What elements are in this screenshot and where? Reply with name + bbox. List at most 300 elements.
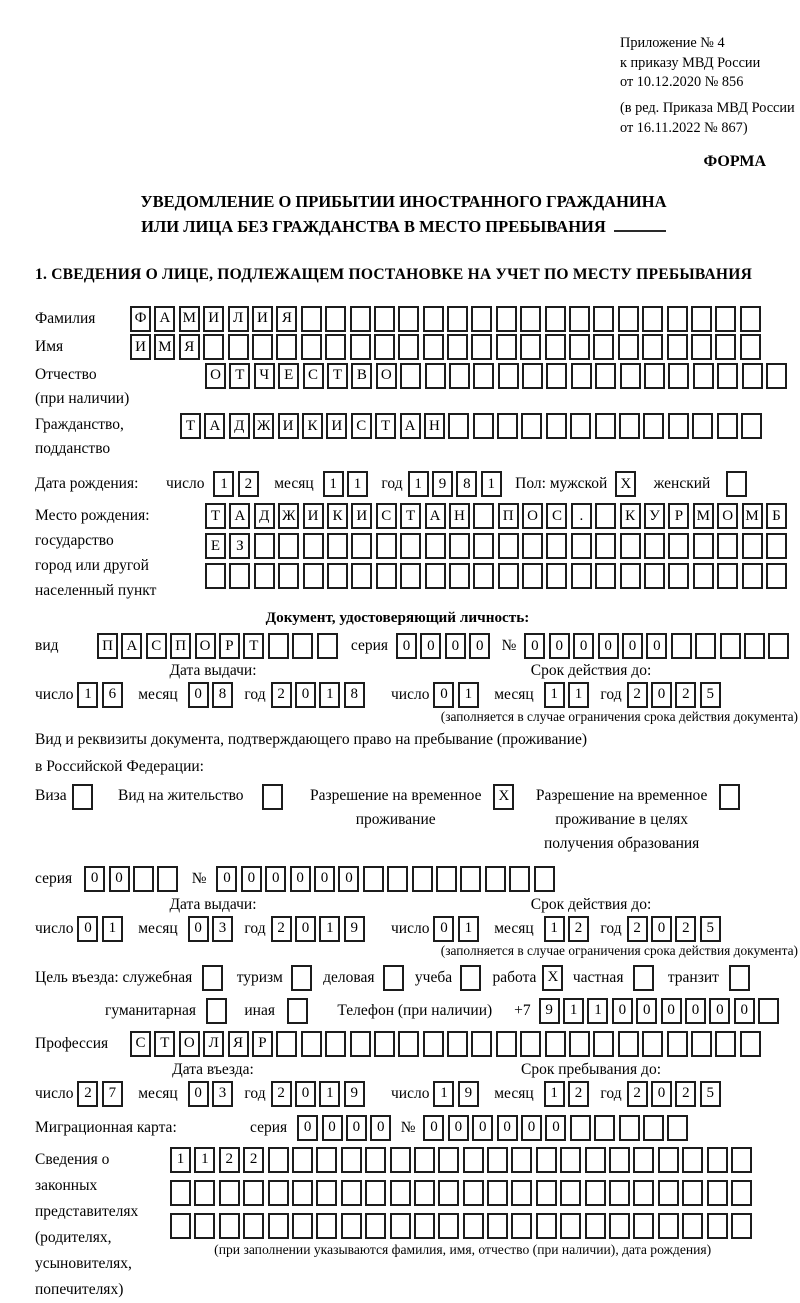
char-cell[interactable]: 2: [675, 916, 696, 942]
char-cell[interactable]: [609, 1147, 630, 1173]
char-cell[interactable]: 2: [675, 682, 696, 708]
char-cell[interactable]: [390, 1180, 411, 1206]
char-cell[interactable]: [202, 965, 223, 991]
char-cell[interactable]: [471, 334, 492, 360]
char-cell[interactable]: [449, 533, 470, 559]
char-cell[interactable]: [619, 413, 640, 439]
char-cell[interactable]: [460, 866, 481, 892]
birth-month-cells[interactable]: [323, 471, 372, 497]
char-cell[interactable]: 0: [84, 866, 105, 892]
char-cell[interactable]: [423, 306, 444, 332]
char-cell[interactable]: Я: [228, 1031, 249, 1057]
char-cell[interactable]: [436, 866, 457, 892]
char-cell[interactable]: 0: [524, 633, 545, 659]
char-cell[interactable]: 0: [295, 1081, 316, 1107]
char-cell[interactable]: 0: [188, 1081, 209, 1107]
char-cell[interactable]: И: [203, 306, 224, 332]
char-cell[interactable]: 0: [241, 866, 262, 892]
char-cell[interactable]: 9: [344, 1081, 365, 1107]
char-cell[interactable]: [350, 1031, 371, 1057]
char-cell[interactable]: [593, 306, 614, 332]
char-cell[interactable]: 3: [212, 1081, 233, 1107]
char-cell[interactable]: [570, 413, 591, 439]
char-cell[interactable]: [243, 1213, 264, 1239]
char-cell[interactable]: [740, 306, 761, 332]
char-cell[interactable]: 0: [651, 682, 672, 708]
char-cell[interactable]: 0: [573, 633, 594, 659]
char-cell[interactable]: [351, 563, 372, 589]
char-cell[interactable]: 0: [651, 1081, 672, 1107]
permit-issue-month-cells[interactable]: [188, 916, 237, 942]
char-cell[interactable]: [545, 1031, 566, 1057]
char-cell[interactable]: [423, 334, 444, 360]
char-cell[interactable]: [667, 334, 688, 360]
char-cell[interactable]: [643, 413, 664, 439]
char-cell[interactable]: [425, 533, 446, 559]
char-cell[interactable]: [682, 1180, 703, 1206]
char-cell[interactable]: [740, 334, 761, 360]
char-cell[interactable]: [387, 866, 408, 892]
char-cell[interactable]: [72, 784, 93, 810]
char-cell[interactable]: [473, 563, 494, 589]
char-cell[interactable]: [644, 533, 665, 559]
sex-male-checkbox[interactable]: [615, 471, 639, 497]
char-cell[interactable]: [691, 306, 712, 332]
char-cell[interactable]: [133, 866, 154, 892]
char-cell[interactable]: Т: [180, 413, 201, 439]
char-cell[interactable]: 2: [627, 1081, 648, 1107]
char-cell[interactable]: [317, 633, 338, 659]
char-cell[interactable]: Д: [229, 413, 250, 439]
char-cell[interactable]: [390, 1147, 411, 1173]
char-cell[interactable]: Л: [203, 1031, 224, 1057]
char-cell[interactable]: 0: [295, 682, 316, 708]
char-cell[interactable]: [511, 1147, 532, 1173]
char-cell[interactable]: С: [130, 1031, 151, 1057]
char-cell[interactable]: А: [121, 633, 142, 659]
char-cell[interactable]: 0: [709, 998, 730, 1024]
char-cell[interactable]: Н: [449, 503, 470, 529]
char-cell[interactable]: 0: [549, 633, 570, 659]
char-cell[interactable]: [278, 563, 299, 589]
char-cell[interactable]: [292, 633, 313, 659]
char-cell[interactable]: [768, 633, 789, 659]
surname-cells[interactable]: [130, 306, 764, 332]
char-cell[interactable]: 5: [700, 916, 721, 942]
char-cell[interactable]: [276, 334, 297, 360]
char-cell[interactable]: 6: [102, 682, 123, 708]
char-cell[interactable]: Т: [154, 1031, 175, 1057]
char-cell[interactable]: X: [542, 965, 563, 991]
char-cell[interactable]: [707, 1180, 728, 1206]
char-cell[interactable]: [262, 784, 283, 810]
char-cell[interactable]: [268, 1213, 289, 1239]
char-cell[interactable]: [534, 866, 555, 892]
char-cell[interactable]: [522, 563, 543, 589]
char-cell[interactable]: 1: [323, 471, 344, 497]
char-cell[interactable]: [758, 998, 779, 1024]
char-cell[interactable]: 2: [238, 471, 259, 497]
char-cell[interactable]: [571, 563, 592, 589]
char-cell[interactable]: [658, 1180, 679, 1206]
char-cell[interactable]: 1: [347, 471, 368, 497]
char-cell[interactable]: [720, 633, 741, 659]
char-cell[interactable]: [423, 1031, 444, 1057]
char-cell[interactable]: 5: [700, 682, 721, 708]
char-cell[interactable]: Т: [243, 633, 264, 659]
char-cell[interactable]: [376, 533, 397, 559]
char-cell[interactable]: [383, 965, 404, 991]
char-cell[interactable]: [569, 306, 590, 332]
char-cell[interactable]: 2: [627, 916, 648, 942]
char-cell[interactable]: 0: [396, 633, 417, 659]
char-cell[interactable]: 0: [109, 866, 130, 892]
char-cell[interactable]: [254, 533, 275, 559]
char-cell[interactable]: [292, 1147, 313, 1173]
char-cell[interactable]: [620, 363, 641, 389]
doc-valid-day-cells[interactable]: [433, 682, 482, 708]
char-cell[interactable]: [194, 1213, 215, 1239]
char-cell[interactable]: [693, 363, 714, 389]
char-cell[interactable]: [520, 334, 541, 360]
char-cell[interactable]: 1: [319, 682, 340, 708]
char-cell[interactable]: [341, 1180, 362, 1206]
char-cell[interactable]: 1: [433, 1081, 454, 1107]
char-cell[interactable]: [571, 363, 592, 389]
char-cell[interactable]: [593, 334, 614, 360]
migr-number-cells[interactable]: [423, 1115, 691, 1141]
char-cell[interactable]: [170, 1180, 191, 1206]
repr-row2-cells[interactable]: [170, 1180, 755, 1206]
char-cell[interactable]: [449, 363, 470, 389]
char-cell[interactable]: [585, 1213, 606, 1239]
char-cell[interactable]: [414, 1213, 435, 1239]
char-cell[interactable]: [707, 1147, 728, 1173]
char-cell[interactable]: [325, 334, 346, 360]
char-cell[interactable]: [633, 1180, 654, 1206]
char-cell[interactable]: Р: [219, 633, 240, 659]
char-cell[interactable]: [668, 363, 689, 389]
char-cell[interactable]: М: [179, 306, 200, 332]
char-cell[interactable]: [438, 1213, 459, 1239]
char-cell[interactable]: [291, 965, 312, 991]
char-cell[interactable]: [642, 1031, 663, 1057]
char-cell[interactable]: [671, 633, 692, 659]
char-cell[interactable]: Р: [252, 1031, 273, 1057]
char-cell[interactable]: [463, 1180, 484, 1206]
char-cell[interactable]: [633, 1213, 654, 1239]
char-cell[interactable]: [341, 1147, 362, 1173]
char-cell[interactable]: [668, 563, 689, 589]
char-cell[interactable]: [715, 334, 736, 360]
char-cell[interactable]: [717, 363, 738, 389]
permit-valid-year-cells[interactable]: [627, 916, 725, 942]
char-cell[interactable]: [619, 1115, 640, 1141]
char-cell[interactable]: К: [327, 503, 348, 529]
char-cell[interactable]: [412, 866, 433, 892]
char-cell[interactable]: Н: [424, 413, 445, 439]
char-cell[interactable]: Т: [327, 363, 348, 389]
char-cell[interactable]: [447, 334, 468, 360]
char-cell[interactable]: 0: [188, 682, 209, 708]
char-cell[interactable]: [471, 1031, 492, 1057]
char-cell[interactable]: [729, 965, 750, 991]
birth-day-cells[interactable]: [213, 471, 262, 497]
doc-issue-month-cells[interactable]: [188, 682, 237, 708]
char-cell[interactable]: 9: [344, 916, 365, 942]
char-cell[interactable]: [691, 1031, 712, 1057]
char-cell[interactable]: Я: [179, 334, 200, 360]
char-cell[interactable]: [390, 1213, 411, 1239]
char-cell[interactable]: [327, 563, 348, 589]
char-cell[interactable]: [363, 866, 384, 892]
char-cell[interactable]: А: [204, 413, 225, 439]
char-cell[interactable]: [570, 1115, 591, 1141]
char-cell[interactable]: [350, 306, 371, 332]
char-cell[interactable]: А: [400, 413, 421, 439]
char-cell[interactable]: [228, 334, 249, 360]
char-cell[interactable]: [303, 533, 324, 559]
char-cell[interactable]: [536, 1180, 557, 1206]
char-cell[interactable]: [731, 1180, 752, 1206]
char-cell[interactable]: [252, 334, 273, 360]
char-cell[interactable]: [668, 533, 689, 559]
char-cell[interactable]: [203, 334, 224, 360]
stay-year-cells[interactable]: [627, 1081, 725, 1107]
char-cell[interactable]: [585, 1147, 606, 1173]
char-cell[interactable]: 0: [433, 682, 454, 708]
char-cell[interactable]: 1: [544, 1081, 565, 1107]
char-cell[interactable]: [473, 413, 494, 439]
char-cell[interactable]: .: [571, 503, 592, 529]
char-cell[interactable]: З: [229, 533, 250, 559]
char-cell[interactable]: [667, 1115, 688, 1141]
char-cell[interactable]: [642, 334, 663, 360]
char-cell[interactable]: [206, 998, 227, 1024]
repr-row3-cells[interactable]: [170, 1213, 755, 1239]
char-cell[interactable]: [498, 533, 519, 559]
char-cell[interactable]: 1: [319, 916, 340, 942]
stay-month-cells[interactable]: [544, 1081, 593, 1107]
char-cell[interactable]: [276, 1031, 297, 1057]
char-cell[interactable]: Ж: [253, 413, 274, 439]
char-cell[interactable]: 0: [497, 1115, 518, 1141]
char-cell[interactable]: 1: [170, 1147, 191, 1173]
residence-permit-checkbox[interactable]: [262, 784, 286, 810]
char-cell[interactable]: М: [693, 503, 714, 529]
purpose-other-checkbox[interactable]: [287, 998, 311, 1024]
birthplace-row3-cells[interactable]: [205, 563, 790, 589]
char-cell[interactable]: [560, 1180, 581, 1206]
char-cell[interactable]: [374, 334, 395, 360]
char-cell[interactable]: [717, 533, 738, 559]
char-cell[interactable]: [157, 866, 178, 892]
char-cell[interactable]: 0: [622, 633, 643, 659]
char-cell[interactable]: 0: [297, 1115, 318, 1141]
char-cell[interactable]: 0: [420, 633, 441, 659]
char-cell[interactable]: 0: [646, 633, 667, 659]
char-cell[interactable]: С: [546, 503, 567, 529]
char-cell[interactable]: [644, 363, 665, 389]
char-cell[interactable]: С: [303, 363, 324, 389]
char-cell[interactable]: [509, 866, 530, 892]
char-cell[interactable]: У: [644, 503, 665, 529]
purpose-official-checkbox[interactable]: [202, 965, 226, 991]
char-cell[interactable]: [682, 1213, 703, 1239]
char-cell[interactable]: 0: [636, 998, 657, 1024]
char-cell[interactable]: 3: [212, 916, 233, 942]
profession-cells[interactable]: [130, 1031, 764, 1057]
char-cell[interactable]: 2: [568, 916, 589, 942]
char-cell[interactable]: 0: [685, 998, 706, 1024]
char-cell[interactable]: [463, 1213, 484, 1239]
char-cell[interactable]: [715, 1031, 736, 1057]
char-cell[interactable]: [644, 563, 665, 589]
char-cell[interactable]: [642, 306, 663, 332]
char-cell[interactable]: 2: [271, 916, 292, 942]
char-cell[interactable]: [414, 1180, 435, 1206]
char-cell[interactable]: А: [229, 503, 250, 529]
char-cell[interactable]: [546, 413, 567, 439]
char-cell[interactable]: [521, 413, 542, 439]
purpose-private-checkbox[interactable]: [633, 965, 657, 991]
char-cell[interactable]: Т: [205, 503, 226, 529]
char-cell[interactable]: [473, 363, 494, 389]
char-cell[interactable]: 1: [77, 682, 98, 708]
char-cell[interactable]: [376, 563, 397, 589]
char-cell[interactable]: Ж: [278, 503, 299, 529]
char-cell[interactable]: [569, 334, 590, 360]
char-cell[interactable]: [301, 1031, 322, 1057]
char-cell[interactable]: М: [154, 334, 175, 360]
char-cell[interactable]: 1: [481, 471, 502, 497]
char-cell[interactable]: 0: [290, 866, 311, 892]
char-cell[interactable]: 0: [433, 916, 454, 942]
char-cell[interactable]: [316, 1213, 337, 1239]
char-cell[interactable]: [194, 1180, 215, 1206]
char-cell[interactable]: П: [97, 633, 118, 659]
doc-valid-month-cells[interactable]: [544, 682, 593, 708]
char-cell[interactable]: [365, 1213, 386, 1239]
char-cell[interactable]: [365, 1180, 386, 1206]
char-cell[interactable]: [667, 306, 688, 332]
char-cell[interactable]: 1: [544, 682, 565, 708]
stay-day-cells[interactable]: [433, 1081, 482, 1107]
permit-number-cells[interactable]: [216, 866, 557, 892]
char-cell[interactable]: [633, 965, 654, 991]
char-cell[interactable]: [766, 563, 787, 589]
char-cell[interactable]: 0: [448, 1115, 469, 1141]
char-cell[interactable]: 0: [612, 998, 633, 1024]
visa-checkbox[interactable]: [72, 784, 96, 810]
char-cell[interactable]: [693, 563, 714, 589]
char-cell[interactable]: 0: [545, 1115, 566, 1141]
migr-series-cells[interactable]: [297, 1115, 395, 1141]
char-cell[interactable]: [766, 533, 787, 559]
char-cell[interactable]: 1: [458, 916, 479, 942]
char-cell[interactable]: [545, 306, 566, 332]
char-cell[interactable]: 1: [194, 1147, 215, 1173]
rvp-edu-checkbox[interactable]: [719, 784, 743, 810]
char-cell[interactable]: [695, 633, 716, 659]
char-cell[interactable]: Р: [668, 503, 689, 529]
char-cell[interactable]: 1: [458, 682, 479, 708]
char-cell[interactable]: С: [146, 633, 167, 659]
char-cell[interactable]: [522, 363, 543, 389]
birthplace-row1-cells[interactable]: [205, 503, 790, 529]
char-cell[interactable]: [341, 1213, 362, 1239]
char-cell[interactable]: [400, 363, 421, 389]
char-cell[interactable]: [487, 1180, 508, 1206]
char-cell[interactable]: [268, 633, 289, 659]
char-cell[interactable]: [744, 633, 765, 659]
char-cell[interactable]: 9: [539, 998, 560, 1024]
char-cell[interactable]: [511, 1213, 532, 1239]
char-cell[interactable]: [545, 334, 566, 360]
char-cell[interactable]: 1: [587, 998, 608, 1024]
char-cell[interactable]: X: [615, 471, 636, 497]
char-cell[interactable]: 2: [271, 682, 292, 708]
char-cell[interactable]: [595, 413, 616, 439]
char-cell[interactable]: [731, 1213, 752, 1239]
char-cell[interactable]: [325, 1031, 346, 1057]
char-cell[interactable]: [449, 563, 470, 589]
char-cell[interactable]: [667, 1031, 688, 1057]
char-cell[interactable]: О: [195, 633, 216, 659]
char-cell[interactable]: 0: [77, 916, 98, 942]
char-cell[interactable]: П: [498, 503, 519, 529]
char-cell[interactable]: [398, 334, 419, 360]
char-cell[interactable]: Е: [278, 363, 299, 389]
char-cell[interactable]: 1: [563, 998, 584, 1024]
char-cell[interactable]: [520, 1031, 541, 1057]
char-cell[interactable]: И: [303, 503, 324, 529]
char-cell[interactable]: [742, 363, 763, 389]
char-cell[interactable]: [609, 1180, 630, 1206]
char-cell[interactable]: [618, 306, 639, 332]
char-cell[interactable]: В: [351, 363, 372, 389]
given-name-cells[interactable]: [130, 334, 764, 360]
char-cell[interactable]: [682, 1147, 703, 1173]
char-cell[interactable]: 1: [544, 916, 565, 942]
char-cell[interactable]: [268, 1180, 289, 1206]
char-cell[interactable]: 0: [423, 1115, 444, 1141]
entry-month-cells[interactable]: [188, 1081, 237, 1107]
char-cell[interactable]: [325, 306, 346, 332]
char-cell[interactable]: [316, 1180, 337, 1206]
char-cell[interactable]: [425, 563, 446, 589]
char-cell[interactable]: [425, 363, 446, 389]
doc-issue-year-cells[interactable]: [271, 682, 369, 708]
char-cell[interactable]: И: [326, 413, 347, 439]
char-cell[interactable]: Т: [400, 503, 421, 529]
doc-number-cells[interactable]: [524, 633, 792, 659]
char-cell[interactable]: [585, 1180, 606, 1206]
char-cell[interactable]: 1: [319, 1081, 340, 1107]
char-cell[interactable]: 2: [675, 1081, 696, 1107]
char-cell[interactable]: [463, 1147, 484, 1173]
patronymic-cells[interactable]: [205, 363, 790, 389]
char-cell[interactable]: 0: [472, 1115, 493, 1141]
char-cell[interactable]: [301, 306, 322, 332]
char-cell[interactable]: [303, 563, 324, 589]
char-cell[interactable]: [268, 1147, 289, 1173]
char-cell[interactable]: 2: [271, 1081, 292, 1107]
char-cell[interactable]: [219, 1180, 240, 1206]
char-cell[interactable]: [496, 1031, 517, 1057]
char-cell[interactable]: Т: [375, 413, 396, 439]
char-cell[interactable]: И: [351, 503, 372, 529]
